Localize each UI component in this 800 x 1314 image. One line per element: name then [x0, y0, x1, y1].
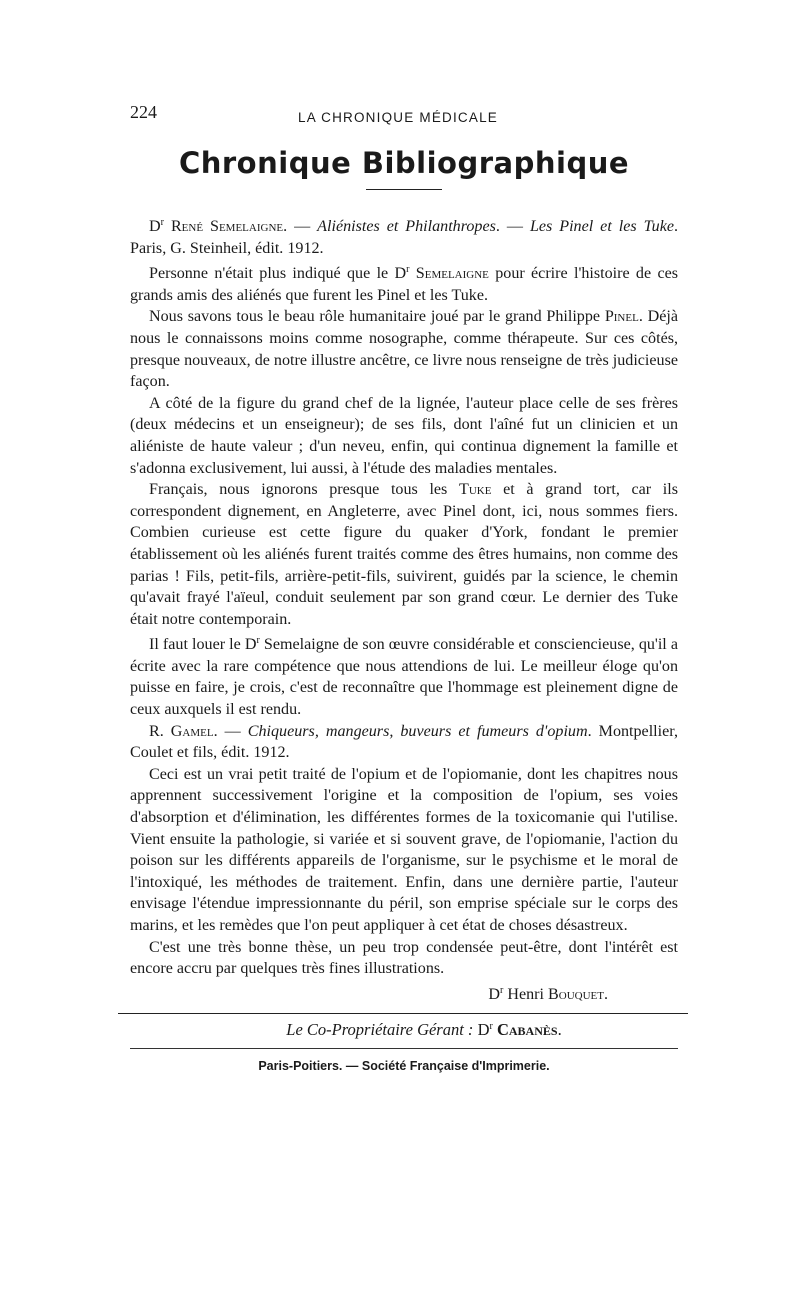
printer-line: Paris-Poitiers. — Société Française d'Imprimerie.: [258, 1059, 550, 1074]
review2-reference: R. Gamel. — Chiqueurs, mangeurs, buveurs et fumeurs d'opium. Montpellier, Coulet et fils, édit. 1912.: [130, 722, 678, 762]
review1-reference: $D^r$ René Semelaigne. — Aliénistes et Philanthropes. — Les Pinel et les Tuke. Paris, G. Steinheil, édit. 1912.: [130, 217, 679, 257]
review2-title: Chiqueurs, mangeurs, buveurs et fumeurs d'opium: [247, 722, 588, 740]
review1-title-b: Les Pinel et les Tuke: [529, 218, 674, 235]
review1-title-a: Aliénistes et Philanthropes: [317, 218, 496, 235]
article-body: [130, 212, 678, 1005]
review2-signature: $D^r$ Henri Bouquet.: [488, 984, 608, 1003]
section-title: Chronique Bibliographique: [178, 146, 630, 180]
review1-paragraph: Nous savons tous le beau rôle humanitaire joué par le grand Philippe Pinel. Déjà nous le connaissons moins comme nosographe, comme thérapeute. Sur ces côtés, presque nouveaux, de notre illustre ancêtre, ce livre nous renseigne de très judicieuse façon.: [130, 308, 678, 391]
page-number: 224: [130, 102, 157, 122]
running-title: LA CHRONIQUE MÉDICALE: [298, 110, 498, 125]
page: [130, 96, 678, 1073]
review2-author: R. Gamel: [149, 722, 214, 740]
footer-rule: [130, 1048, 678, 1049]
review1-paragraph: Il faut louer le $D^r$ Semelaigne de son œuvre considérable et consciencieuse, qu'il a écrite avec la rare compétence que nous attendions de lui. Le meilleur éloge qu'on puisse en faire, je crois, c'est de reconnaître que l'hommage est pleinement digne de ceux auxquels il est rendu.: [130, 635, 678, 719]
running-head: [130, 96, 678, 126]
review1-paragraph: Personne n'était plus indiqué que le $D^r$ Semelaigne pour écrire l'histoire de ces grands amis des aliénés que furent les Pinel et les Tuke.: [130, 264, 678, 304]
review1-paragraph: A côté de la figure du grand chef de la lignée, l'auteur place celle de ses frères (deux médecins et un enseigneur); de ses fils, dont l'aîné fut un clinicien et un aliéniste de haute valeur ; d'un neveu, enfin, qui continua dignement la famille et s'adonna exclusivement, lui aussi, à l'étude des maladies mentales.: [130, 394, 678, 477]
review1-paragraph: Français, nous ignorons presque tous les Tuke et à grand tort, car ils correspondent dignement, en Angleterre, avec Pinel dont, ici, nous sommes fiers. Combien curieuse est cette figure du quaker d'York, fondant le premier établissement où les aliénés furent traités comme des êtres humains, non comme des parias ! Fils, petit-fils, arrière-petit-fils, suivirent, guidés par la science, le chemin qu'avait frayé l'aïeul, conduit seulement par son grand cœur. Le dernier des Tuke était notre contemporain.: [130, 481, 679, 628]
title-rule: [366, 189, 442, 190]
review2-paragraph: Ceci est un vrai petit traité de l'opium et de l'opiomanie, dont les chapitres nous apprennent successivement l'origine et la composition de l'opium, ses voies d'absorption et d'élimination, les différentes formes de la toxicomanie qui l'utilise. Vient ensuite la pathologie, si variée et si souvent grave, de l'opiomanie, l'action du poison sur les différents appareils de l'organisme, sur le psychisme et le moral de l'intoxiqué, les méthodes de traitement. Enfin, dans une dernière partie, l'auteur envisage l'étendue impressionnante du péril, son emprise spéciale sur le corps des marins, et les remèdes que l'on peut appliquer à cet état de choses désastreux.: [130, 765, 678, 934]
gerant-line: Le Co-Propriétaire Gérant : $D^r$ Cabanès.: [286, 1020, 562, 1040]
review2-paragraph: C'est une très bonne thèse, un peu trop condensée peut-être, dont l'intérêt est encore accru par quelques très fines illustrations.: [130, 938, 678, 978]
review1-author: René Semelaigne: [170, 218, 284, 235]
end-rule: [118, 1013, 688, 1014]
